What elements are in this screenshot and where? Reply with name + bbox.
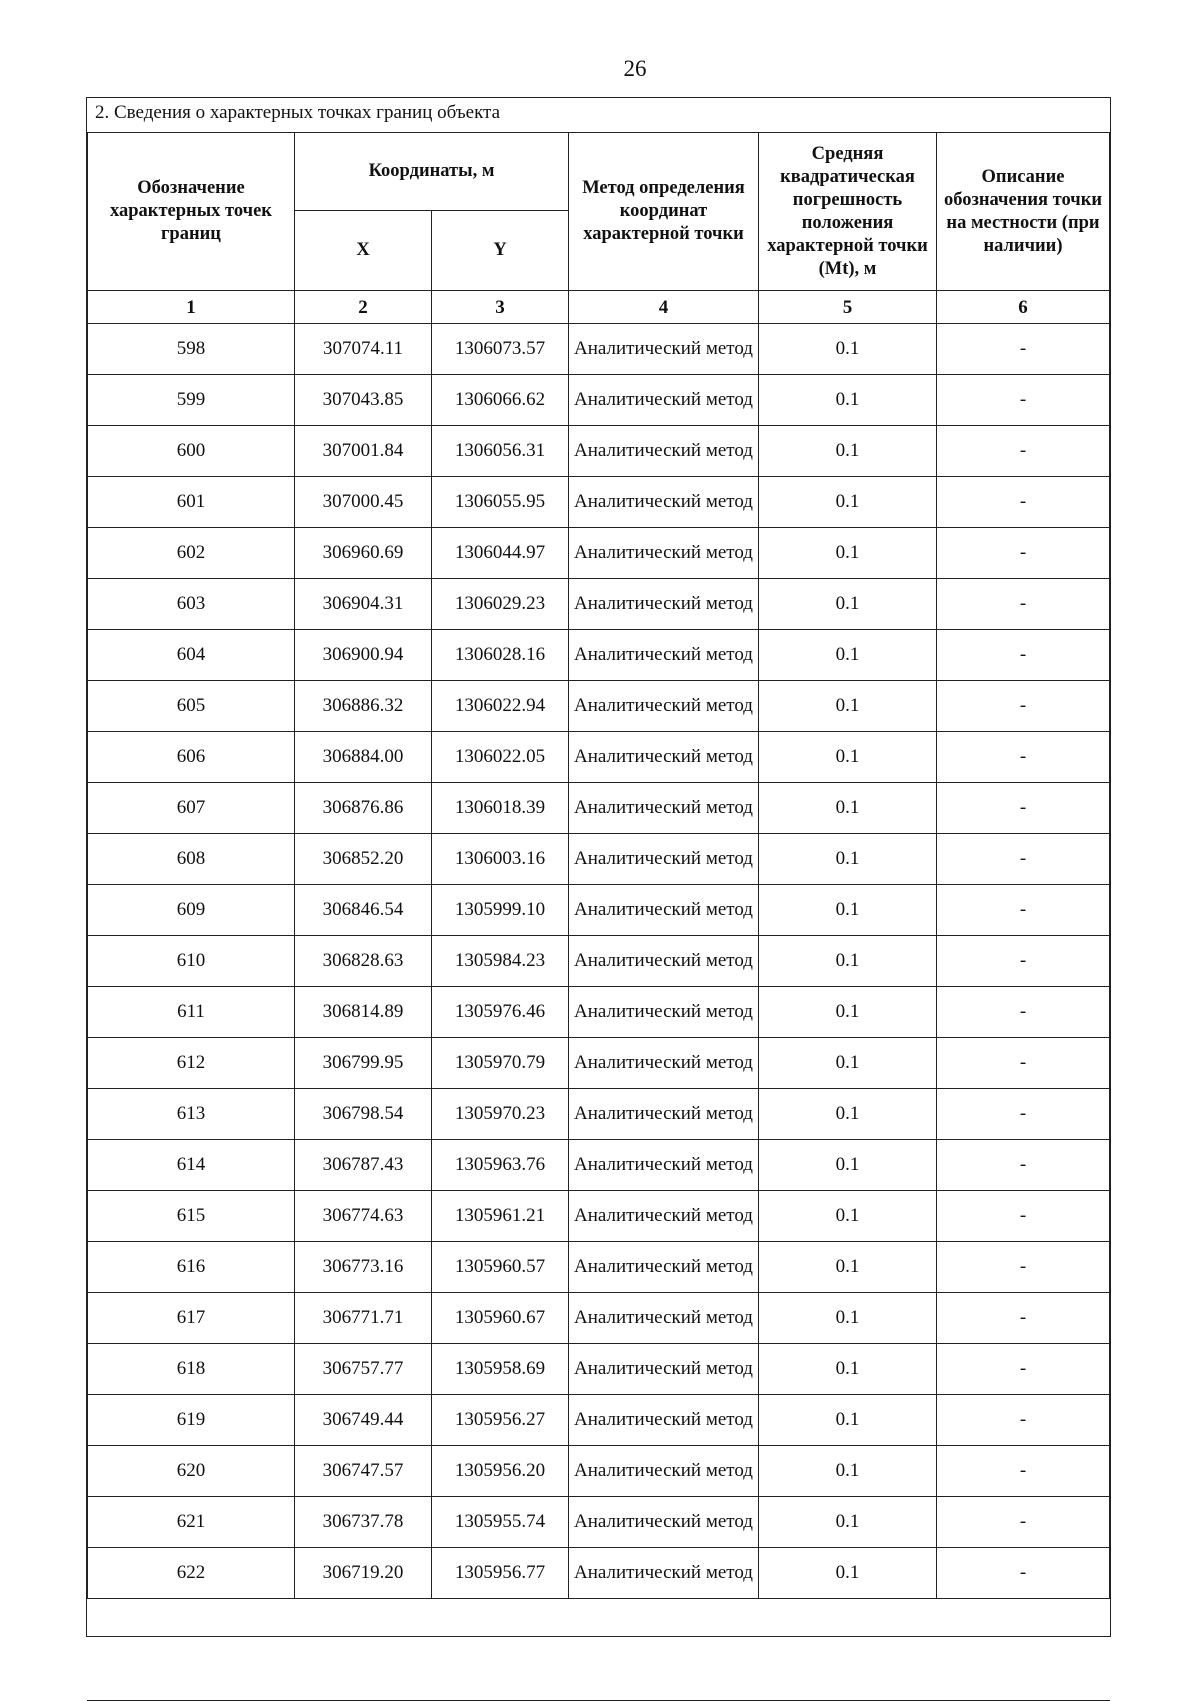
cell-coord-x: 306876.86 [295, 783, 432, 834]
cell-point-id: 607 [88, 783, 295, 834]
cell-coord-y: 1305960.67 [432, 1293, 569, 1344]
cell-method: Аналитический метод [569, 732, 759, 783]
cell-coord-y: 1305999.10 [432, 885, 569, 936]
cell-coord-y: 1306028.16 [432, 630, 569, 681]
cell-description: - [937, 936, 1110, 987]
cell-mt-value: 0.1 [759, 426, 937, 477]
cell-method: Аналитический метод [569, 528, 759, 579]
table-row [88, 987, 1110, 1038]
cell-description: - [937, 1293, 1110, 1344]
table-row [88, 1293, 1110, 1344]
cell-mt-value: 0.1 [759, 1293, 937, 1344]
cell-description: - [937, 1140, 1110, 1191]
cell-mt-value: 0.1 [759, 987, 937, 1038]
table-row [88, 1395, 1110, 1446]
cell-description: - [937, 426, 1110, 477]
cell-coord-y: 1305958.69 [432, 1344, 569, 1395]
cell-mt-value: 0.1 [759, 1344, 937, 1395]
cell-mt-value: 0.1 [759, 783, 937, 834]
cell-method: Аналитический метод [569, 1140, 759, 1191]
cell-method: Аналитический метод [569, 1446, 759, 1497]
cell-point-id: 614 [88, 1140, 295, 1191]
cell-coord-y: 1305956.77 [432, 1548, 569, 1599]
table-row [88, 1548, 1110, 1599]
cell-coord-x: 306749.44 [295, 1395, 432, 1446]
cell-coord-x: 306737.78 [295, 1497, 432, 1548]
cell-coord-y: 1306029.23 [432, 579, 569, 630]
header-method: Метод определения координат характерной точки [569, 133, 759, 291]
cell-point-id: 616 [88, 1242, 295, 1293]
cell-coord-x: 306846.54 [295, 885, 432, 936]
cell-coord-y: 1305956.27 [432, 1395, 569, 1446]
cell-method: Аналитический метод [569, 1089, 759, 1140]
boundary-points-table [87, 132, 1110, 1599]
cell-coord-y: 1306044.97 [432, 528, 569, 579]
cell-coord-x: 307074.11 [295, 324, 432, 375]
cell-coord-y: 1305960.57 [432, 1242, 569, 1293]
cell-method: Аналитический метод [569, 936, 759, 987]
header-mean-square-error: Средняя квадратическая погрешность положения характерной точки (Mt), м [759, 133, 937, 291]
cell-description: - [937, 1242, 1110, 1293]
cell-coord-x: 306904.31 [295, 579, 432, 630]
cell-method: Аналитический метод [569, 783, 759, 834]
cell-description: - [937, 1344, 1110, 1395]
cell-mt-value: 0.1 [759, 936, 937, 987]
cell-method: Аналитический метод [569, 987, 759, 1038]
table-row [88, 1089, 1110, 1140]
cell-point-id: 606 [88, 732, 295, 783]
column-number: 1 [88, 291, 295, 324]
table-row [88, 324, 1110, 375]
cell-point-id: 600 [88, 426, 295, 477]
table-row [88, 528, 1110, 579]
cell-description: - [937, 1038, 1110, 1089]
cell-coord-y: 1305970.23 [432, 1089, 569, 1140]
table-row [88, 375, 1110, 426]
cell-coord-x: 306814.89 [295, 987, 432, 1038]
table-row [88, 477, 1110, 528]
cell-point-id: 603 [88, 579, 295, 630]
cell-method: Аналитический метод [569, 375, 759, 426]
cell-coord-x: 306798.54 [295, 1089, 432, 1140]
cell-coord-y: 1306056.31 [432, 426, 569, 477]
cell-point-id: 598 [88, 324, 295, 375]
column-number: 6 [937, 291, 1110, 324]
cell-mt-value: 0.1 [759, 1038, 937, 1089]
table-row [88, 1344, 1110, 1395]
cell-coord-x: 306852.20 [295, 834, 432, 885]
cell-description: - [937, 732, 1110, 783]
column-number: 5 [759, 291, 937, 324]
cell-method: Аналитический метод [569, 1242, 759, 1293]
cell-point-id: 599 [88, 375, 295, 426]
cell-description: - [937, 1446, 1110, 1497]
cell-mt-value: 0.1 [759, 834, 937, 885]
cell-coord-x: 306774.63 [295, 1191, 432, 1242]
cell-coord-y: 1306022.94 [432, 681, 569, 732]
cell-coord-x: 306828.63 [295, 936, 432, 987]
cell-coord-y: 1305963.76 [432, 1140, 569, 1191]
header-coordinates: Координаты, м [295, 133, 569, 211]
cell-point-id: 604 [88, 630, 295, 681]
cell-description: - [937, 681, 1110, 732]
document-frame [86, 97, 1111, 1637]
cell-mt-value: 0.1 [759, 1446, 937, 1497]
table-row [88, 630, 1110, 681]
cell-point-id: 601 [88, 477, 295, 528]
cell-method: Аналитический метод [569, 324, 759, 375]
table-row [88, 426, 1110, 477]
cell-coord-y: 1305961.21 [432, 1191, 569, 1242]
cell-coord-y: 1306055.95 [432, 477, 569, 528]
cell-description: - [937, 1497, 1110, 1548]
cell-coord-x: 307000.45 [295, 477, 432, 528]
cell-method: Аналитический метод [569, 1293, 759, 1344]
table-row [88, 1446, 1110, 1497]
cell-coord-x: 306771.71 [295, 1293, 432, 1344]
cell-coord-y: 1305955.74 [432, 1497, 569, 1548]
table-row [88, 1038, 1110, 1089]
cell-method: Аналитический метод [569, 885, 759, 936]
table-row [88, 1140, 1110, 1191]
table-row [88, 936, 1110, 987]
cell-point-id: 615 [88, 1191, 295, 1242]
table-row [88, 1191, 1110, 1242]
cell-method: Аналитический метод [569, 1497, 759, 1548]
cell-method: Аналитический метод [569, 1344, 759, 1395]
cell-mt-value: 0.1 [759, 1242, 937, 1293]
cell-mt-value: 0.1 [759, 1140, 937, 1191]
cell-mt-value: 0.1 [759, 1395, 937, 1446]
cell-coord-x: 306900.94 [295, 630, 432, 681]
column-number: 2 [295, 291, 432, 324]
cell-coord-y: 1306066.62 [432, 375, 569, 426]
table-row [88, 681, 1110, 732]
cell-mt-value: 0.1 [759, 477, 937, 528]
cell-description: - [937, 885, 1110, 936]
cell-method: Аналитический метод [569, 834, 759, 885]
table-row [88, 1242, 1110, 1293]
cell-coord-y: 1306073.57 [432, 324, 569, 375]
cell-mt-value: 0.1 [759, 579, 937, 630]
cell-mt-value: 0.1 [759, 1548, 937, 1599]
cell-description: - [937, 1395, 1110, 1446]
cell-coord-y: 1306022.05 [432, 732, 569, 783]
cell-coord-y: 1305976.46 [432, 987, 569, 1038]
cell-point-id: 622 [88, 1548, 295, 1599]
cell-mt-value: 0.1 [759, 1497, 937, 1548]
cell-description: - [937, 324, 1110, 375]
cell-mt-value: 0.1 [759, 630, 937, 681]
cell-description: - [937, 834, 1110, 885]
cell-mt-value: 0.1 [759, 1089, 937, 1140]
cell-method: Аналитический метод [569, 579, 759, 630]
cell-coord-y: 1305956.20 [432, 1446, 569, 1497]
column-number: 3 [432, 291, 569, 324]
cell-point-id: 617 [88, 1293, 295, 1344]
cell-coord-y: 1306018.39 [432, 783, 569, 834]
cell-description: - [937, 1191, 1110, 1242]
cell-coord-x: 306960.69 [295, 528, 432, 579]
table-row [88, 579, 1110, 630]
cell-point-id: 611 [88, 987, 295, 1038]
cell-method: Аналитический метод [569, 1191, 759, 1242]
header-point-designation: Обозначение характерных точек границ [88, 133, 295, 291]
cell-description: - [937, 783, 1110, 834]
cell-coord-x: 306787.43 [295, 1140, 432, 1191]
header-x: X [295, 211, 432, 291]
cell-point-id: 612 [88, 1038, 295, 1089]
table-row [88, 732, 1110, 783]
cell-coord-x: 306757.77 [295, 1344, 432, 1395]
header-description: Описание обозначения точки на местности (при наличии) [937, 133, 1110, 291]
cell-coord-x: 306884.00 [295, 732, 432, 783]
cell-point-id: 620 [88, 1446, 295, 1497]
cell-coord-x: 306773.16 [295, 1242, 432, 1293]
table-row [88, 885, 1110, 936]
cell-description: - [937, 1548, 1110, 1599]
cell-description: - [937, 987, 1110, 1038]
cell-method: Аналитический метод [569, 426, 759, 477]
cell-point-id: 621 [88, 1497, 295, 1548]
cell-method: Аналитический метод [569, 1038, 759, 1089]
page-number: 26 [623, 56, 647, 81]
cell-point-id: 608 [88, 834, 295, 885]
cell-coord-x: 306886.32 [295, 681, 432, 732]
table-row [88, 1497, 1110, 1548]
cell-method: Аналитический метод [569, 477, 759, 528]
cell-point-id: 610 [88, 936, 295, 987]
cell-mt-value: 0.1 [759, 375, 937, 426]
cell-coord-x: 306747.57 [295, 1446, 432, 1497]
cell-point-id: 613 [88, 1089, 295, 1140]
cell-coord-y: 1305984.23 [432, 936, 569, 987]
table-body [88, 324, 1110, 1599]
cell-point-id: 602 [88, 528, 295, 579]
cell-description: - [937, 375, 1110, 426]
cell-point-id: 605 [88, 681, 295, 732]
cell-coord-y: 1305970.79 [432, 1038, 569, 1089]
cell-description: - [937, 1089, 1110, 1140]
cell-coord-x: 306799.95 [295, 1038, 432, 1089]
table-row [88, 834, 1110, 885]
cell-mt-value: 0.1 [759, 528, 937, 579]
column-number: 4 [569, 291, 759, 324]
cell-mt-value: 0.1 [759, 324, 937, 375]
cell-point-id: 619 [88, 1395, 295, 1446]
section-title: 2. Сведения о характерных точках границ объекта [95, 102, 501, 123]
header-y: Y [432, 211, 569, 291]
cell-method: Аналитический метод [569, 1395, 759, 1446]
cell-mt-value: 0.1 [759, 732, 937, 783]
cell-coord-x: 306719.20 [295, 1548, 432, 1599]
cell-description: - [937, 477, 1110, 528]
cell-description: - [937, 630, 1110, 681]
cell-description: - [937, 528, 1110, 579]
cell-coord-y: 1306003.16 [432, 834, 569, 885]
cell-method: Аналитический метод [569, 681, 759, 732]
cell-coord-x: 307001.84 [295, 426, 432, 477]
cell-method: Аналитический метод [569, 630, 759, 681]
cell-mt-value: 0.1 [759, 1191, 937, 1242]
cell-description: - [937, 579, 1110, 630]
cell-point-id: 618 [88, 1344, 295, 1395]
cell-coord-x: 307043.85 [295, 375, 432, 426]
cell-mt-value: 0.1 [759, 885, 937, 936]
table-row [88, 783, 1110, 834]
cell-point-id: 609 [88, 885, 295, 936]
cell-method: Аналитический метод [569, 1548, 759, 1599]
cell-mt-value: 0.1 [759, 681, 937, 732]
